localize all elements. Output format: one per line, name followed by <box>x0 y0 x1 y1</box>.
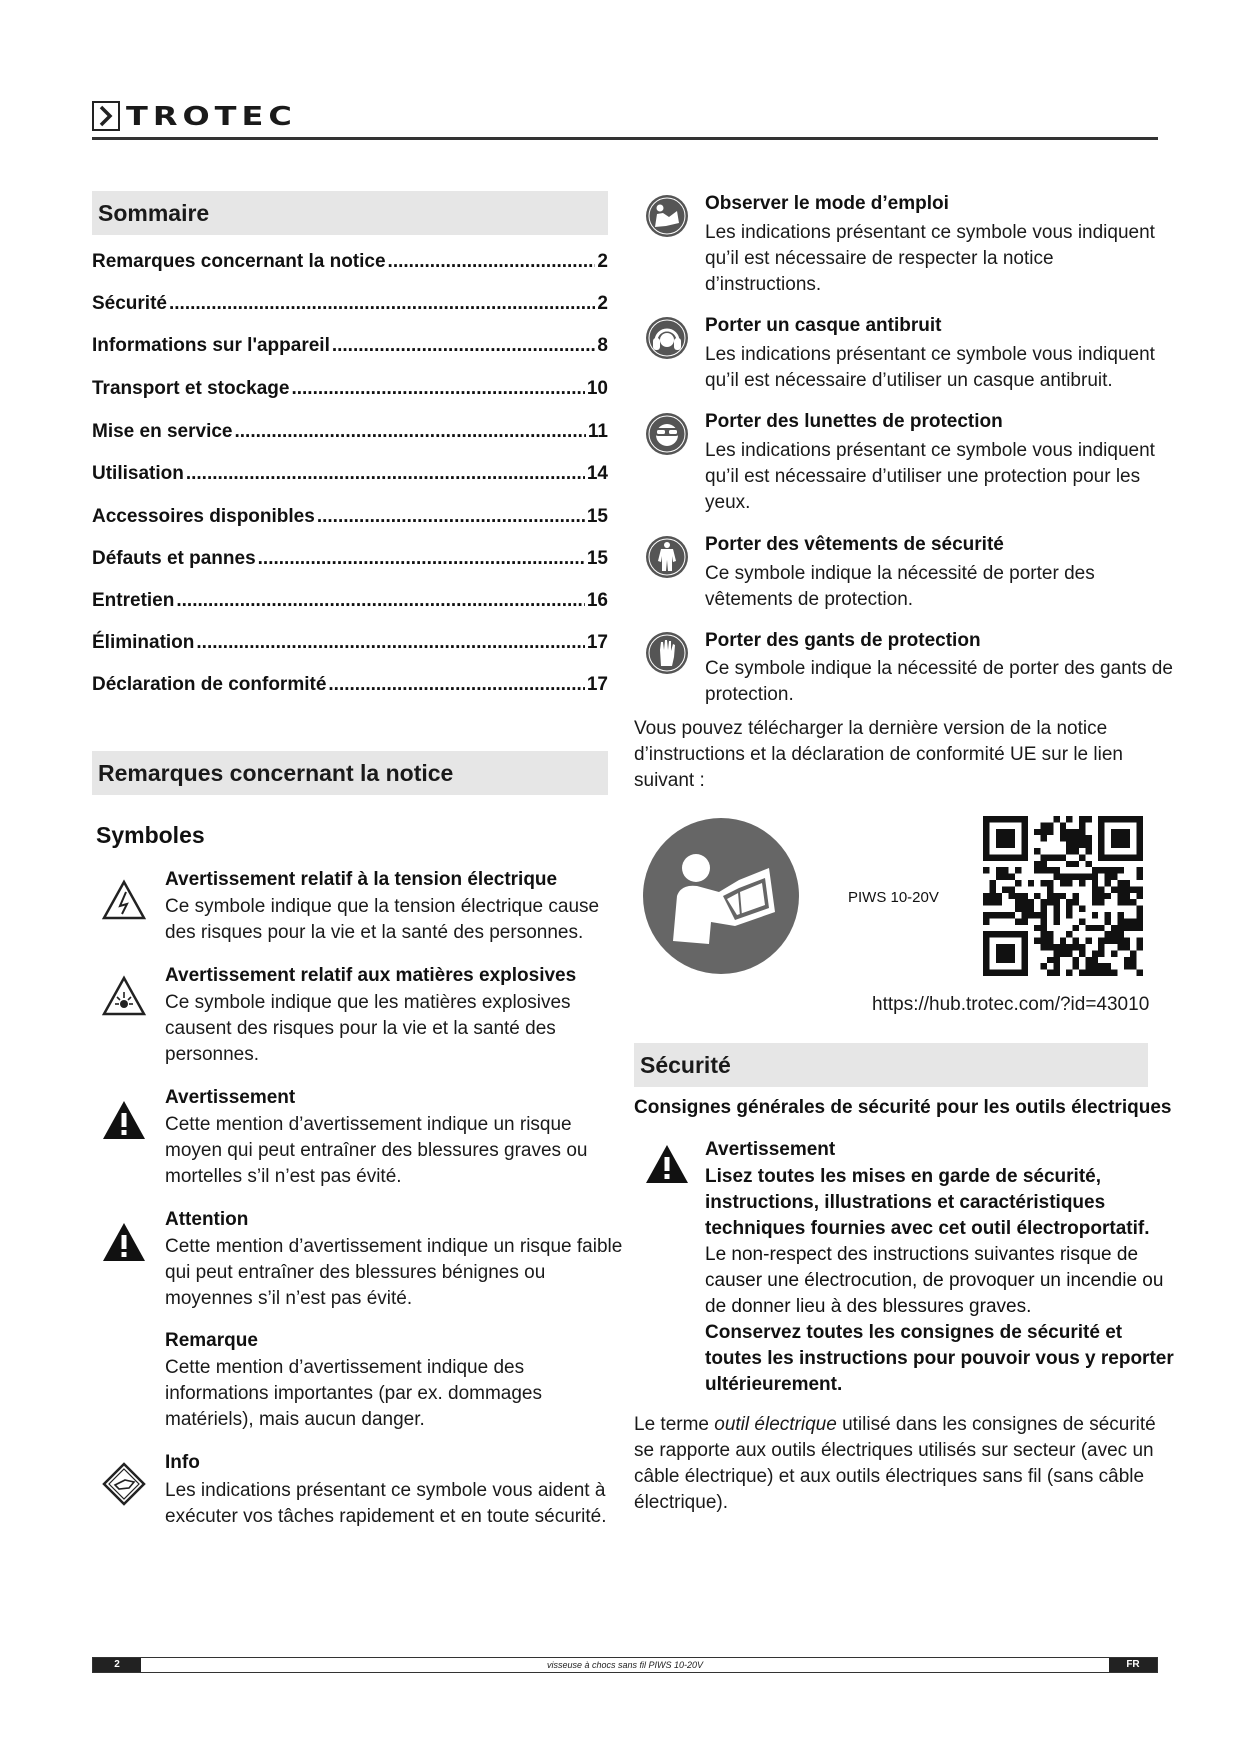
mandatory-text: Les indications présentant ce symbole vous indiquent qu’il est nécessaire d’utiliser un casque antibruit. <box>705 344 1155 391</box>
attention-icon <box>101 1219 147 1265</box>
safety-warning-body: Lisez toutes les mises en garde de sécurité, instructions, illustrations et caractéristiques techniques fournies avec cet outil électroportatif. Le non-respect des instructions suivantes risque de causer une électrocution, de provoquer un incendie ou de donner lieu à des blessures graves. Conservez toutes les consignes de sécurité et toutes les instructions pour pouvoir vous y reporter ultérieurement. <box>705 1166 1174 1395</box>
toc-item[interactable]: Utilisation ..... 14 <box>92 463 608 489</box>
symbol-title: Info <box>165 1452 200 1473</box>
header-rule <box>92 137 1158 140</box>
language-badge: FR <box>1109 1658 1157 1672</box>
remarks-title: Remarques concernant la notice <box>92 751 608 795</box>
mandatory-text: Ce symbole indique la nécessité de porter des gants de protection. <box>705 658 1173 705</box>
mandatory-text: Ce symbole indique la nécessité de porter des vêtements de protection. <box>705 563 1095 610</box>
safety-warning-title: Avertissement <box>705 1139 836 1160</box>
explosive-warning-icon <box>101 974 147 1020</box>
protective-clothing-icon <box>644 534 690 580</box>
toc-item[interactable]: Remarques concernant la notice ..... 2 <box>92 251 608 277</box>
symbol-title: Attention <box>165 1209 249 1230</box>
gloves-icon <box>644 630 690 676</box>
warning-icon <box>101 1097 147 1143</box>
toc-item[interactable]: Accessoires disponibles ..... 15 <box>92 506 608 532</box>
symbol-text: Cette mention d’avertissement indique un risque moyen qui peut entraîner des blessures graves ou mortelles s’il n’est pas évité. <box>165 1114 588 1187</box>
safety-title: Sécurité <box>634 1043 1148 1087</box>
ear-protection-icon <box>644 315 690 361</box>
electric-warning-icon <box>101 878 147 924</box>
mandatory-title: Observer le mode d’emploi <box>705 193 949 214</box>
brand-logo <box>92 98 297 134</box>
mandatory-title: Porter des lunettes de protection <box>705 411 1003 432</box>
symbol-title: Avertissement <box>165 1087 296 1108</box>
brand-name: TROTEC <box>126 100 297 132</box>
info-icon <box>101 1461 147 1507</box>
safety-subtitle: Consignes générales de sécurité pour les outils électriques <box>634 1097 1172 1118</box>
toc-title: Sommaire <box>92 191 608 235</box>
goggles-icon <box>644 411 690 457</box>
mandatory-title: Porter des gants de protection <box>705 630 981 651</box>
warning-icon <box>644 1141 690 1187</box>
toc-item[interactable]: Informations sur l'appareil ..... 8 <box>92 335 608 361</box>
symbol-text: Cette mention d’avertissement indique un risque faible qui peut entraîner des blessures bénignes ou moyennes s’il n’est pas évité. <box>165 1236 623 1309</box>
toc-item[interactable]: Déclaration de conformité ..... 17 <box>92 674 608 700</box>
mandatory-title: Porter un casque antibruit <box>705 315 942 336</box>
download-text: Vous pouvez télécharger la dernière version de la notice d’instructions et la déclaration de conformité UE sur le lien suivant : <box>634 718 1123 791</box>
read-manual-pictogram-icon <box>641 816 801 976</box>
symbol-title: Avertissement relatif à la tension électrique <box>165 869 558 890</box>
toc-item[interactable]: Mise en service ..... 11 <box>92 421 608 447</box>
mandatory-title: Porter des vêtements de sécurité <box>705 534 1004 555</box>
symbols-title: Symboles <box>96 822 205 848</box>
mandatory-text: Les indications présentant ce symbole vous indiquent qu’il est nécessaire d’utiliser une protection pour les yeux. <box>705 440 1155 513</box>
symbol-title: Remarque <box>165 1330 258 1351</box>
mandatory-text: Les indications présentant ce symbole vous indiquent qu’il est nécessaire de respecter la notice d’instructions. <box>705 222 1155 295</box>
qr-code-icon[interactable] <box>983 816 1143 976</box>
model-label: PIWS 10-20V <box>848 889 939 906</box>
footer-product: visseuse à chocs sans fil PIWS 10-20V <box>546 1660 704 1670</box>
symbol-text: Ce symbole indique que la tension électrique cause des risques pour la vie et la santé des personnes. <box>165 896 600 943</box>
symbol-title: Avertissement relatif aux matières explosives <box>165 965 577 986</box>
footer <box>92 1657 1158 1673</box>
symbol-text: Ce symbole indique que les matières explosives causent des risques pour la vie et la santé des personnes. <box>165 992 571 1065</box>
toc-item[interactable]: Entretien ..... 16 <box>92 590 608 616</box>
download-link[interactable]: https://hub.trotec.com/?id=43010 <box>872 994 1150 1015</box>
toc-item[interactable]: Transport et stockage ..... 10 <box>92 378 608 404</box>
toc-item[interactable]: Élimination ..... 17 <box>92 632 608 658</box>
symbol-text: Cette mention d’avertissement indique des informations importantes (par ex. dommages matériels), mais aucun danger. <box>165 1357 542 1430</box>
manual-icon <box>644 193 690 239</box>
toc-item[interactable]: Défauts et pannes ..... 15 <box>92 548 608 574</box>
trotec-logo-icon <box>92 101 120 131</box>
safety-term-text: Le terme outil électrique utilisé dans les consignes de sécurité se rapporte aux outils électriques utilisés sur secteur (avec un câble électrique) et aux outils électriques sans fil (sans câble électrique). <box>634 1414 1156 1513</box>
symbol-text: Les indications présentant ce symbole vous aident à exécuter vos tâches rapidement et en toute sécurité. <box>165 1480 607 1527</box>
page-number: 2 <box>93 1658 141 1672</box>
toc-item[interactable]: Sécurité ..... 2 <box>92 293 608 319</box>
